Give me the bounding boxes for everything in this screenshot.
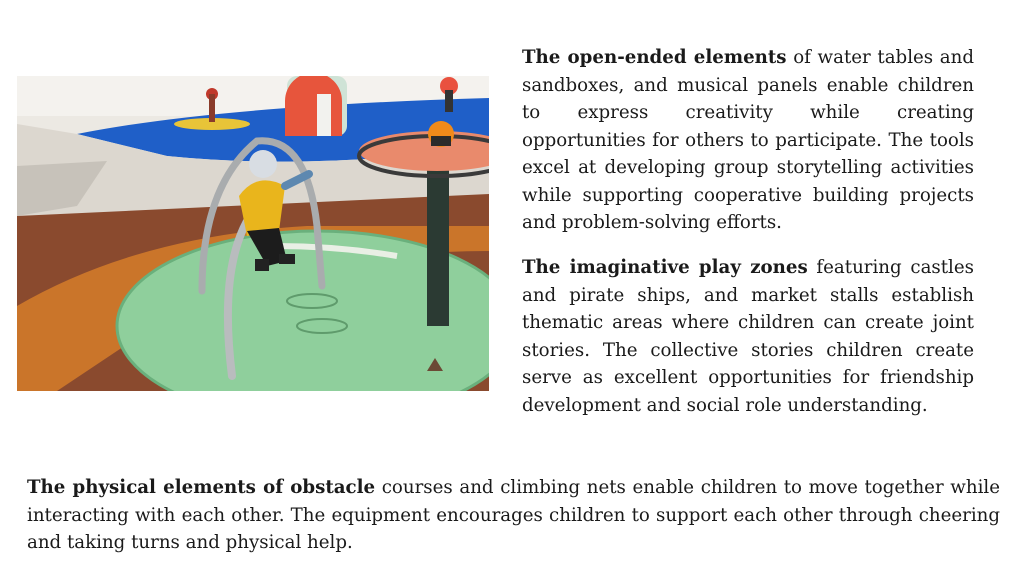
paragraph-lead: The physical elements of obstacle — [27, 477, 376, 498]
paragraph-body: featuring castles and pirate ships, and market stalls establish thematic areas where children can create joint stories. The collective stories children create serve as excellent opportunities for friendship development and social role understanding. — [522, 257, 974, 416]
paragraph-imaginative-play-zones — [522, 254, 974, 419]
paragraph-lead: The imaginative play zones — [522, 257, 808, 278]
paragraph-open-ended-elements — [522, 44, 974, 237]
paragraph-physical-elements — [27, 474, 1000, 557]
paragraph-body: courses and climbing nets enable children to move together while interacting with each other. The equipment encourages children to support each other through cheering and taking turns and physical help. — [27, 477, 1000, 553]
paragraph-body: of water tables and sandboxes, and musical panels enable children to express creativity while creating opportunities for others to participate. The tools excel at developing group storytelling activities while supporting cooperative building projects and problem-solving efforts. — [522, 47, 974, 233]
paragraph-lead: The open-ended elements — [522, 47, 787, 68]
playground-photo — [17, 76, 489, 391]
